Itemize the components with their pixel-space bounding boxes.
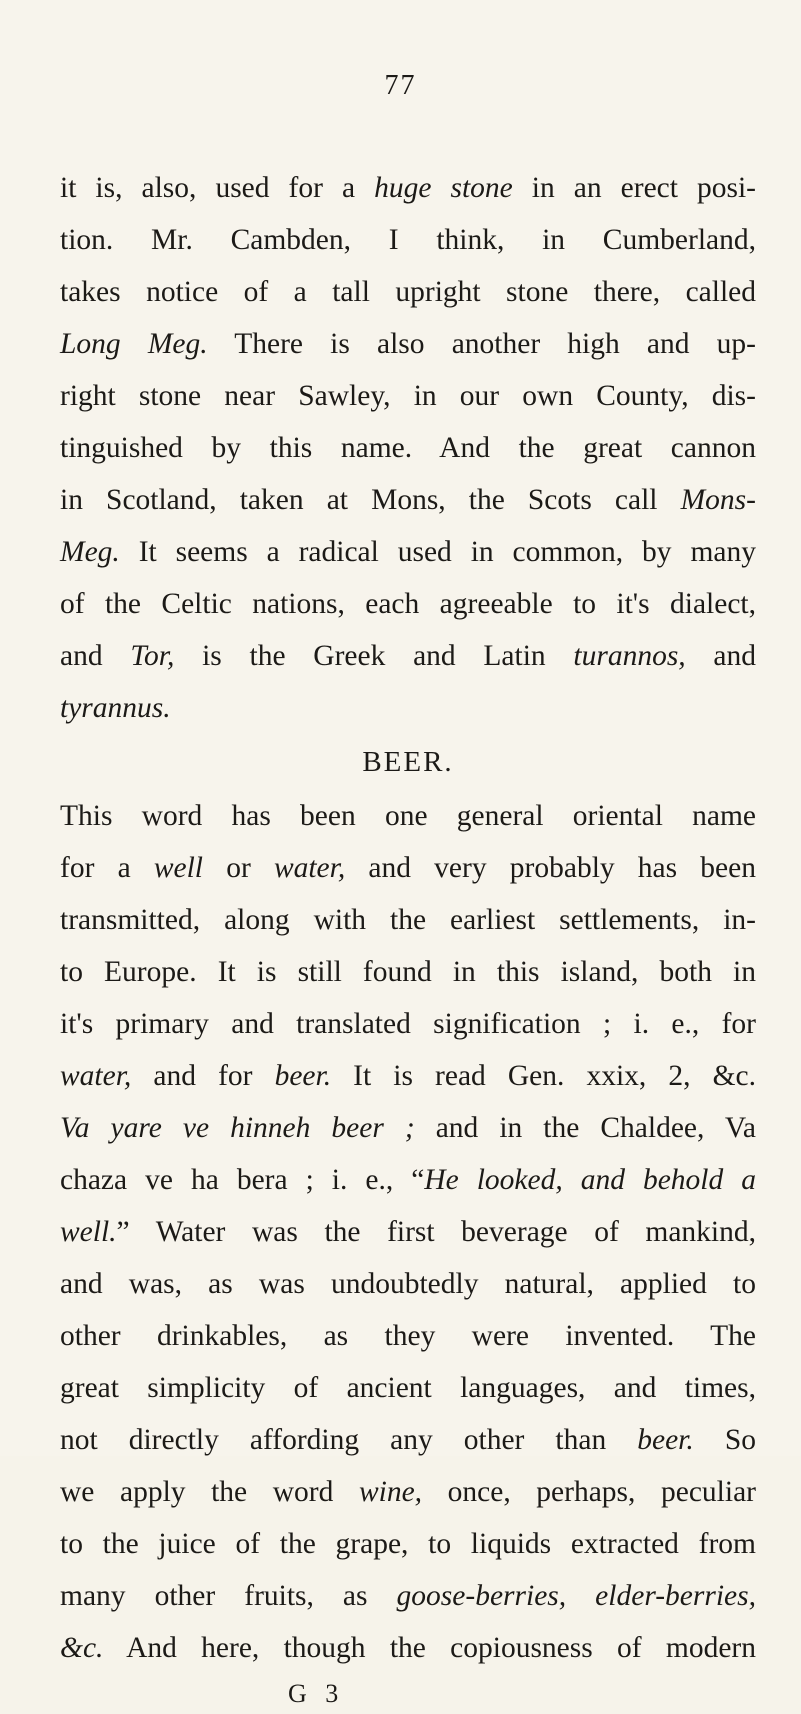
- text-run: ” Water was the first beverage of mankind,: [116, 1216, 756, 1248]
- text-run: in Scotland, taken at Mons, the Scots call: [60, 484, 681, 516]
- text-line: [60, 1050, 756, 1102]
- text-line: [60, 1102, 756, 1154]
- text-line: [60, 682, 756, 734]
- text-line: [60, 1518, 756, 1570]
- text-run: for a: [60, 852, 154, 884]
- italic-text: Mons-: [680, 484, 756, 516]
- italic-text: tyrannus.: [60, 692, 171, 724]
- text-run: to Europe. It is still found in this island, both in: [60, 956, 756, 988]
- italic-text: He looked, and behold a: [424, 1164, 756, 1196]
- body-text: [60, 162, 756, 1714]
- italic-text: water,: [273, 852, 346, 884]
- text-run: other drinkables, as they were invented. The: [60, 1320, 756, 1352]
- text-run: chaza ve ha bera ; i. e., “: [60, 1164, 425, 1196]
- text-run: once, perhaps, peculiar: [422, 1476, 756, 1508]
- text-line: [60, 1206, 756, 1258]
- text-run: It is read Gen. xxix, 2, &c.: [331, 1060, 757, 1092]
- text-run: and was, as was undoubtedly natural, applied to: [60, 1268, 756, 1300]
- text-run: And here, though the copiousness of modern: [103, 1632, 756, 1664]
- text-line: [60, 1414, 756, 1466]
- signature-mark: G 3: [288, 1679, 345, 1708]
- text-line: [60, 578, 756, 630]
- text-run: and in the Chaldee, Va: [414, 1112, 756, 1144]
- text-line: [60, 946, 756, 998]
- text-line: [60, 1622, 756, 1674]
- text-run: It seems a radical used in common, by many: [119, 536, 756, 568]
- italic-text: wine,: [358, 1476, 423, 1508]
- italic-text: turannos,: [573, 640, 686, 672]
- paragraph-tor: [60, 162, 756, 734]
- paragraph-beer: [60, 790, 756, 1674]
- italic-text: well.: [60, 1216, 117, 1248]
- text-run: This word has been one general oriental name: [60, 800, 756, 832]
- section-heading: BEER.: [362, 746, 454, 778]
- text-run: or: [203, 852, 274, 884]
- text-line: [60, 318, 756, 370]
- text-run: is the Greek and Latin: [174, 640, 574, 672]
- text-run: we apply the word: [60, 1476, 359, 1508]
- text-line: [60, 894, 756, 946]
- text-run: it is, also, used for a: [60, 172, 375, 204]
- text-line: [60, 1570, 756, 1622]
- italic-text: Meg.: [60, 536, 120, 568]
- text-run: takes notice of a tall upright stone there, called: [60, 276, 756, 308]
- text-run: right stone near Sawley, in our own County, dis-: [60, 380, 756, 412]
- text-line: [60, 422, 756, 474]
- text-line: [60, 1258, 756, 1310]
- text-run: not directly affording any other than: [60, 1424, 638, 1456]
- text-line: [60, 526, 756, 578]
- text-line: [60, 214, 756, 266]
- text-run: in an erect posi-: [512, 172, 756, 204]
- text-run: many other fruits, as: [60, 1580, 397, 1612]
- text-line: [60, 370, 756, 422]
- italic-text: &c.: [60, 1632, 104, 1664]
- text-run: great simplicity of ancient languages, and times,: [60, 1372, 756, 1404]
- text-line: [60, 842, 756, 894]
- text-line: [60, 998, 756, 1050]
- text-run: to the juice of the grape, to liquids extracted from: [60, 1528, 756, 1560]
- text-run: and very probably has been: [345, 852, 756, 884]
- text-run: and: [685, 640, 757, 672]
- text-line: [60, 162, 756, 214]
- italic-text: beer.: [637, 1424, 694, 1456]
- text-run: There is also another high and up-: [207, 328, 756, 360]
- text-line: [60, 1362, 756, 1414]
- text-run: transmitted, along with the earliest settlements, in-: [60, 904, 756, 936]
- text-line: [60, 1466, 756, 1518]
- text-line: [60, 1310, 756, 1362]
- text-run: tion. Mr. Cambden, I think, in Cumberland,: [60, 224, 756, 256]
- text-run: it's primary and translated signification ; i. e., for: [60, 1008, 756, 1040]
- italic-text: Long Meg.: [60, 328, 208, 360]
- text-run: tinguished by this name. And the great cannon: [60, 432, 756, 464]
- italic-text: Tor,: [130, 640, 175, 672]
- text-line: [60, 266, 756, 318]
- text-run: and: [60, 640, 131, 672]
- text-line: [60, 1154, 756, 1206]
- italic-text: water,: [60, 1060, 132, 1092]
- italic-text: beer.: [274, 1060, 332, 1092]
- italic-text: well: [153, 852, 204, 884]
- text-line: [60, 630, 756, 682]
- text-run: of the Celtic nations, each agreeable to it's dialect,: [60, 588, 756, 620]
- text-line: [60, 474, 756, 526]
- page-number: 77: [384, 70, 417, 101]
- italic-text: Va yare ve hinneh beer ;: [60, 1112, 415, 1144]
- italic-text: goose-berries, elder-berries,: [396, 1580, 756, 1612]
- italic-text: huge stone: [374, 172, 513, 204]
- text-run: So: [693, 1424, 756, 1456]
- text-run: and for: [131, 1060, 275, 1092]
- text-line: [60, 790, 756, 842]
